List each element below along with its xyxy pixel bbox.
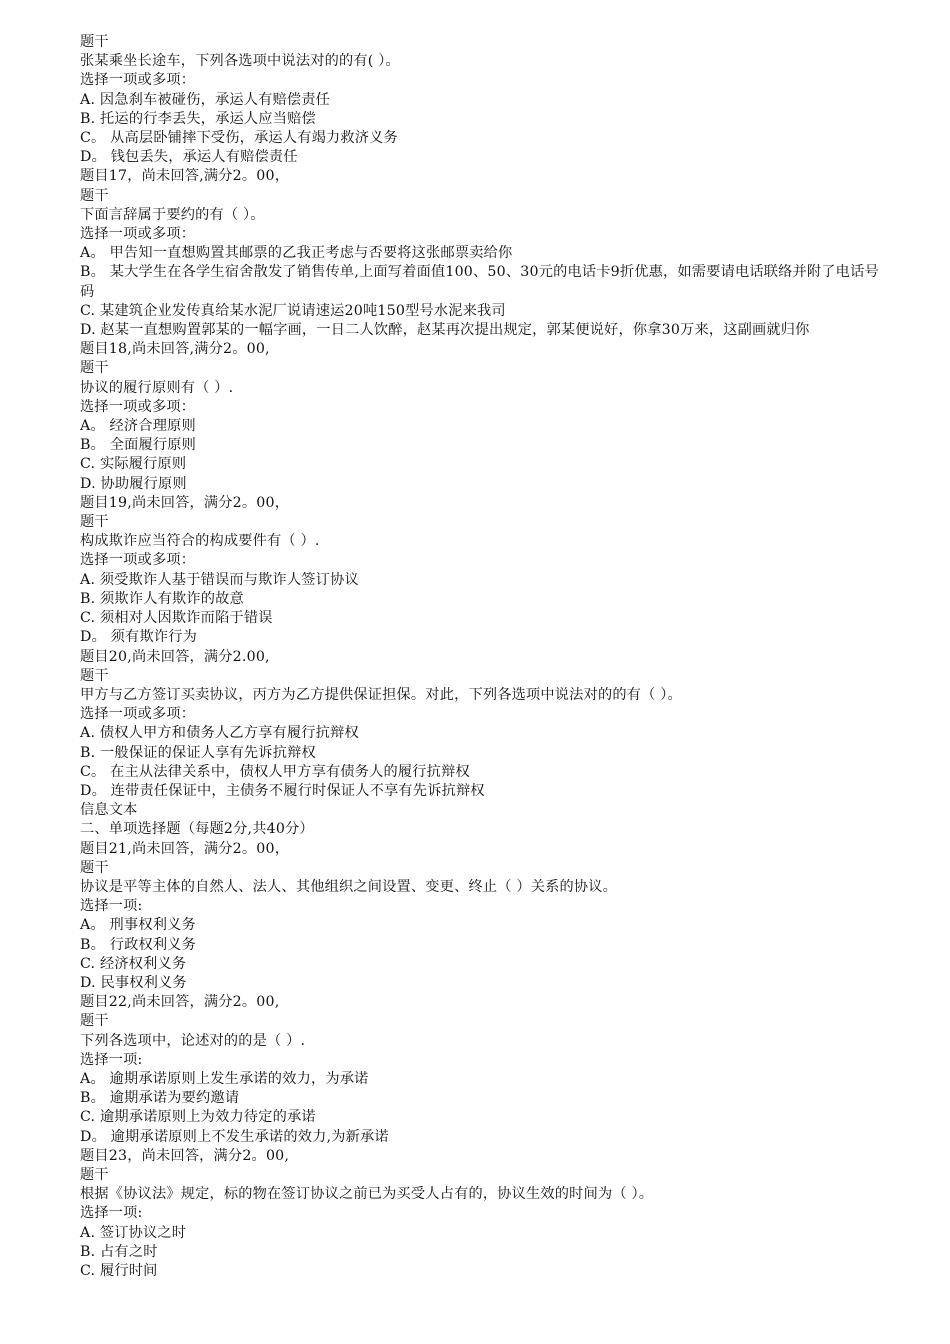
text-line: 协议是平等主体的自然人、法人、其他组织之间设置、变更、终止（ ）关系的协议。 bbox=[80, 878, 618, 895]
text-line: B。 全面履行原则 bbox=[80, 437, 197, 454]
text-line: 甲方与乙方签订买卖协议，丙方为乙方提供保证担保。对此，下列各选项中说法对的的有（ ）。 bbox=[80, 686, 682, 703]
text-line: B. 一般保证的保证人享有先诉抗辩权 bbox=[80, 744, 316, 761]
text-line: D。 逾期承诺原则上不发生承诺的效力,为新承诺 bbox=[80, 1128, 389, 1145]
text-line: B。 逾期承诺为要约邀请 bbox=[80, 1090, 240, 1107]
text-line: D。 须有欺诈行为 bbox=[80, 629, 197, 646]
text-line: A. 签订协议之时 bbox=[80, 1224, 187, 1241]
text-line: 题目23，尚未回答，满分2。00, bbox=[80, 1147, 290, 1164]
text-line: 信息文本 bbox=[80, 802, 138, 819]
text-line: B. 须欺诈人有欺诈的故意 bbox=[80, 590, 244, 607]
text-line: 题目20,尚未回答，满分2.00, bbox=[80, 648, 270, 665]
text-line: 构成欺诈应当符合的构成要件有（ ）. bbox=[80, 533, 320, 550]
text-line: D。 连带责任保证中，主债务不履行时保证人不享有先诉抗辩权 bbox=[80, 782, 485, 799]
text-line: 二、单项选择题（每题2分,共40分） bbox=[80, 821, 314, 838]
text-line: C. 某建筑企业发传真给某水泥厂说请速运20吨150型号水泥来我司 bbox=[80, 302, 506, 319]
text-line: 题干 bbox=[80, 187, 109, 204]
text-line: A. 须受欺诈人基于错误而与欺诈人签订协议 bbox=[80, 571, 359, 588]
text-line: 题干 bbox=[80, 1166, 109, 1183]
text-line: C. 履行时间 bbox=[80, 1263, 158, 1279]
text-line: 题目19,尚未回答，满分2。00， bbox=[80, 494, 290, 511]
text-line: 选择一项: bbox=[80, 1051, 143, 1068]
text-line: 题干 bbox=[80, 514, 109, 531]
text-line: C. 实际履行原则 bbox=[80, 456, 187, 473]
text-line: 协议的履行原则有（ ）. bbox=[80, 379, 234, 396]
text-line: 根据《协议法》规定，标的物在签订协议之前已为买受人占有的，协议生效的时间为（ ）。 bbox=[80, 1186, 654, 1203]
text-line: A。 甲告知一直想购置其邮票的乙我正考虑与否要将这张邮票卖给你 bbox=[80, 245, 513, 262]
text-line: D。 钱包丢失，承运人有赔偿责任 bbox=[80, 149, 298, 166]
text-line: 选择一项或多项： bbox=[80, 398, 196, 415]
text-line: A. 因急刹车被碰伤，承运人有赔偿责任 bbox=[80, 91, 331, 108]
text-line: 题干 bbox=[80, 360, 109, 377]
text-line: B。 某大学生在各学生宿舍散发了销售传单,上面写着面值100、50、30元的电话卡9折优惠，如需要请电话联络并附了电话号码 bbox=[80, 264, 879, 300]
text-line: 题干 bbox=[80, 1013, 109, 1030]
text-line: 题目22,尚未回答，满分2。00, bbox=[80, 994, 280, 1011]
text-line: 选择一项: bbox=[80, 1205, 143, 1222]
text-line: 选择一项或多项： bbox=[80, 72, 196, 89]
text-line: A。 刑事权利义务 bbox=[80, 917, 196, 934]
text-line: C. 经济权利义务 bbox=[80, 955, 187, 972]
text-line: C。 在主从法律关系中，债权人甲方享有债务人的履行抗辩权 bbox=[80, 763, 470, 780]
text-line: 选择一项: bbox=[80, 898, 143, 915]
text-line: 题干 bbox=[80, 667, 109, 684]
text-line: C。 从高层卧铺摔下受伤，承运人有竭力救济义务 bbox=[80, 130, 398, 147]
text-line: C. 逾期承诺原则上为效力待定的承诺 bbox=[80, 1109, 316, 1126]
text-line: 题目17，尚未回答,满分2。00， bbox=[80, 168, 290, 185]
text-line: B. 占有之时 bbox=[80, 1243, 158, 1260]
text-line: 题目18,尚未回答,满分2。00, bbox=[80, 341, 270, 358]
text-line: D. 赵某一直想购置郭某的一幅字画，一日二人饮醉，赵某再次提出规定，郭某便说好，你拿30万来，这副画就归你 bbox=[80, 322, 810, 339]
text-line: 选择一项或多项： bbox=[80, 706, 196, 723]
text-line: B。 行政权利义务 bbox=[80, 936, 197, 953]
text-line: 下列各选项中，论述对的的是（ ）. bbox=[80, 1032, 306, 1049]
text-line: 题干 bbox=[80, 34, 109, 50]
text-line: 选择一项或多项： bbox=[80, 552, 196, 569]
text-line: A. 债权人甲方和债务人乙方享有履行抗辩权 bbox=[80, 725, 359, 742]
text-line: 下面言辞属于要约的有（ ）。 bbox=[80, 206, 265, 223]
text-line: 题目21,尚未回答，满分2。00， bbox=[80, 840, 290, 857]
document-body bbox=[80, 33, 880, 1281]
text-line: D. 民事权利义务 bbox=[80, 974, 187, 991]
text-line: B. 托运的行李丢失，承运人应当赔偿 bbox=[80, 110, 316, 127]
text-line: A。 经济合理原则 bbox=[80, 418, 196, 435]
text-line: D. 协助履行原则 bbox=[80, 475, 187, 492]
text-line: 题干 bbox=[80, 859, 109, 876]
text-line: A。 逾期承诺原则上发生承诺的效力，为承诺 bbox=[80, 1070, 369, 1087]
text-line: 张某乘坐长途车，下列各选项中说法对的的有( ）。 bbox=[80, 53, 400, 70]
text-line: 选择一项或多项： bbox=[80, 226, 196, 243]
text-line: C. 须相对人因欺诈而陷于错误 bbox=[80, 610, 273, 627]
